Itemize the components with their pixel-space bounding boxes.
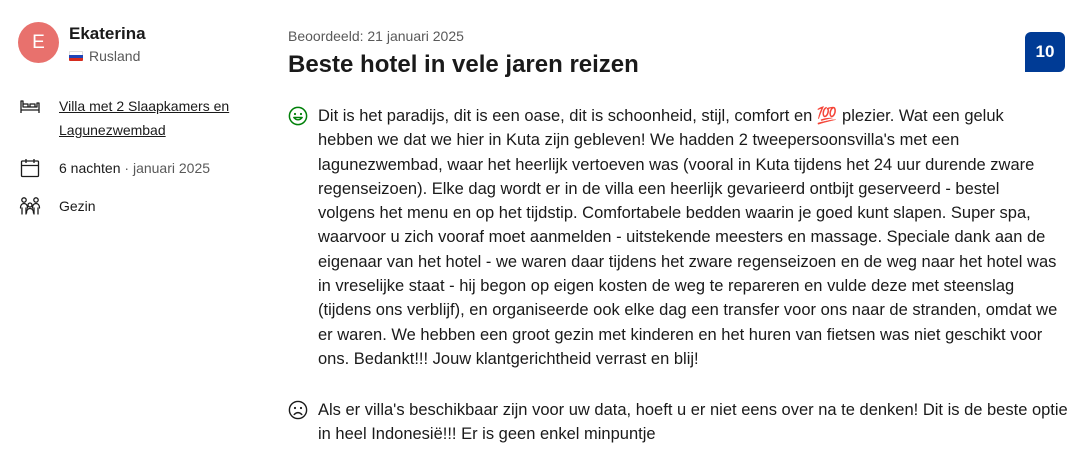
review-score-badge: 10 (1025, 32, 1065, 72)
traveler-type-row (18, 194, 258, 218)
review-header (288, 28, 1078, 79)
nights-count: 6 nachten (59, 160, 121, 176)
room-type-link[interactable]: Villa met 2 Slaapkamers en Lagunezwembad (59, 98, 230, 138)
smile-icon (288, 106, 308, 126)
review-title: Beste hotel in vele jaren reizen (288, 51, 639, 78)
calendar-icon (18, 156, 42, 180)
reviewer-country (69, 48, 146, 64)
russia-flag-icon (69, 51, 83, 61)
date-separator: · (120, 160, 133, 176)
room-type-row (18, 94, 258, 142)
reviewer-name: Ekaterina (69, 24, 146, 43)
positive-text: Dit is het paradijs, dit is een oase, dit is schoonheid, stijl, comfort en 💯 plezier. Wat een geluk hebben we dat we hier in Kuta zijn gebleven! We hadden 2 tweepersoonsvilla's met een lagunezwembad, waar het heerlijk vertoeven was (vooral in Kuta tijdens het 24 uur durende zware regenseizoen). Elke dag wordt er in de villa een heerlijk gevarieerd ontbijt geserveerd - bestel volgens het menu en op het tijdstip. Comfortabele bedden waarin je goed kunt slapen. Super spa, waarvoor u zich vooraf moet aanmelden - uitstekende meesters en massage. Speciale dank aan de eigenaar van het hotel - we waren daar tijdens het zware regenseizoen en de weg naar het hotel was in vreselijke staat - hij begon op eigen kosten de weg te repareren en vulde deze met steenslag (tijdens ons verblijf), en organiseerde ook elke dag een transfer voor ons naar de stranden, omdat we er waren. We hebben een groot gezin met kinderen en het huren van fietsen was niet geschikt voor ons. Bedankt!!! Jouw klantgerichtheid verrast en blij! (318, 107, 1058, 368)
stay-details (18, 94, 258, 218)
stay-month: januari 2025 (132, 160, 211, 176)
avatar: E (18, 22, 59, 63)
negative-comment (288, 398, 1068, 447)
bed-icon (18, 94, 42, 118)
positive-comment (288, 104, 1058, 371)
country-name: Rusland (89, 48, 141, 64)
review-date: Beoordeeld: 21 januari 2025 (288, 28, 464, 44)
frown-icon (288, 400, 308, 420)
negative-text: Als er villa's beschikbaar zijn voor uw data, hoeft u er niet eens over na te denken! Dit is de beste optie in heel Indonesië!!! Er is geen enkel minpuntje (318, 401, 1068, 444)
family-icon (18, 194, 42, 218)
stay-duration-row (18, 156, 258, 180)
reviewer-header (18, 22, 258, 64)
stay-duration (59, 156, 210, 180)
reviewer-info (69, 24, 146, 64)
reviewer-panel (18, 22, 258, 232)
traveler-type: Gezin (59, 198, 96, 214)
